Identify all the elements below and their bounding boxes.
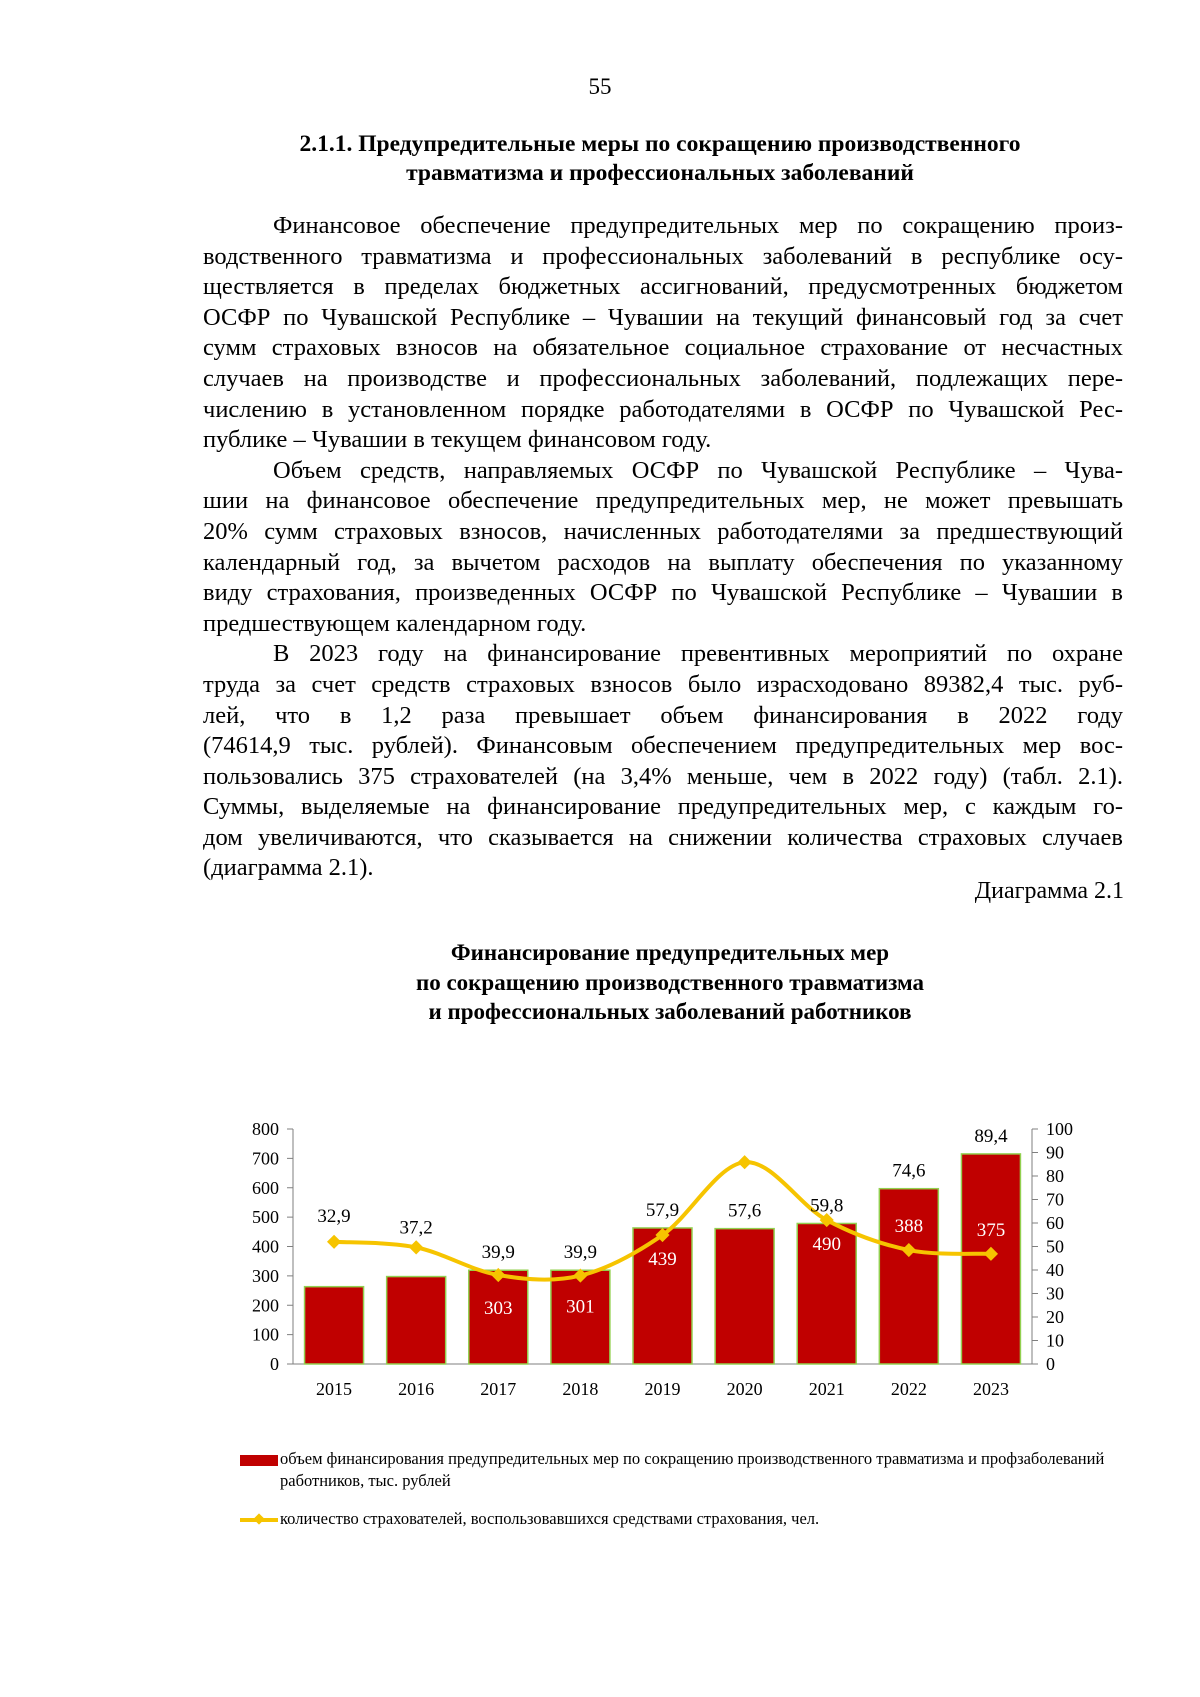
bar-2020	[715, 1229, 774, 1364]
right-axis-tick-label: 70	[1046, 1189, 1064, 1210]
x-axis-label: 2016	[398, 1379, 435, 1399]
insurers-value-label: 397	[401, 1259, 431, 1281]
body-line: В 2023 году на финансирование превентивных мероприятий по охране	[273, 640, 1123, 668]
financing-value-label: 57,6	[727, 1200, 762, 1222]
right-axis-tick-label: 80	[1046, 1166, 1064, 1186]
right-axis-tick-label: 30	[1046, 1283, 1064, 1304]
right-axis-tick-label: 50	[1046, 1236, 1064, 1257]
insurers-value-label: 301	[566, 1296, 595, 1318]
financing-value-label: 59,8	[810, 1195, 844, 1217]
x-axis-label: 2022	[890, 1379, 927, 1399]
body-line: водственного травматизма и профессиональных заболеваний в республике осу-	[203, 242, 1123, 270]
bar-2016	[387, 1277, 446, 1364]
insurers-point-2020	[738, 1155, 752, 1169]
insurers-point-2016	[409, 1240, 423, 1254]
body-line: предшествующем календарном году.	[203, 609, 587, 637]
right-axis-tick-label: 100	[1046, 1119, 1073, 1139]
insurers-value-label: 375	[976, 1219, 1006, 1241]
body-line: случаев на производстве и профессиональных заболеваний, подлежащих пере-	[203, 364, 1123, 392]
insurers-value-label: 388	[894, 1216, 924, 1238]
financing-value-label: 39,9	[481, 1242, 515, 1264]
insurers-value-label: 303	[484, 1297, 513, 1319]
body-line: шии на финансовое обеспечение предупредительных мер, не может превышать	[203, 487, 1123, 515]
left-axis-tick-label: 200	[252, 1295, 279, 1316]
x-axis-label: 2015	[316, 1379, 353, 1399]
body-line: пользовались 375 страхователей (на 3,4% меньше, чем в 2022 году) (табл. 2.1).	[203, 762, 1123, 790]
body-line: сумм страховых взносов на обязательное социальное страхование от несчастных	[203, 334, 1123, 362]
insurers-value-label: 416	[319, 1259, 349, 1281]
bar-2022	[879, 1189, 938, 1364]
left-axis-tick-label: 800	[252, 1119, 279, 1139]
body-line: ОСФР по Чувашской Республике – Чувашии на текущий финансовый год за счет	[203, 303, 1123, 331]
section-title-line: травматизма и профессиональных заболеваний	[406, 160, 914, 186]
financing-value-label: 37,2	[399, 1217, 433, 1239]
body-line: Объем средств, направляемых ОСФР по Чувашской Республике – Чува-	[273, 456, 1123, 484]
body-line: (диаграмма 2.1).	[203, 854, 374, 882]
body-line: виду страхования, произведенных ОСФР по Чувашской Республике – Чувашии в	[203, 579, 1123, 607]
body-line: Суммы, выделяемые на финансирование предупредительных мер, с каждым го-	[203, 793, 1123, 821]
diagram-label: Диаграмма 2.1	[974, 878, 1124, 904]
insurers-point-2015	[327, 1235, 341, 1249]
right-axis-tick-label: 10	[1046, 1330, 1064, 1351]
x-axis-label: 2021	[808, 1379, 845, 1399]
right-axis-tick-label: 60	[1046, 1213, 1064, 1233]
x-axis-label: 2023	[972, 1379, 1009, 1399]
section-title-line: 2.1.1. Предупредительные меры по сокращению производственного	[299, 131, 1021, 157]
insurers-value-label: 490	[812, 1234, 841, 1256]
x-axis-label: 2018	[562, 1379, 599, 1399]
left-axis-tick-label: 300	[252, 1265, 279, 1286]
left-axis-tick-label: 0	[270, 1354, 279, 1374]
body-line: дом увеличиваются, что сказывается на снижении количества страховых случаев	[203, 823, 1123, 851]
body-line: лей, что в 1,2 раза превышает объем финансирования в 2022 году	[203, 701, 1123, 729]
body-line: (74614,9 тыс. рублей). Финансовым обеспечением предупредительных мер вос-	[203, 732, 1123, 760]
body-line: числению в установленном порядке работодателями в ОСФР по Чувашской Рес-	[203, 395, 1123, 423]
left-axis-tick-label: 700	[252, 1148, 279, 1169]
legend-label-financing: объем финансирования предупредительных мер по сокращению производственного травматизма и профзаболеваний работников, тыс. рублей	[280, 1449, 1105, 1490]
financing-value-label: 74,6	[892, 1160, 926, 1182]
right-axis-tick-label: 40	[1046, 1260, 1064, 1280]
financing-value-label: 32,9	[317, 1205, 351, 1227]
financing-value-label: 39,9	[563, 1242, 598, 1264]
insurers-value-label: 439	[648, 1249, 677, 1271]
body-line: публике – Чувашии в текущем финансовом году.	[203, 426, 712, 454]
x-axis-label: 2019	[644, 1379, 681, 1399]
right-axis-tick-label: 20	[1046, 1307, 1064, 1327]
financing-value-label: 57,9	[645, 1199, 680, 1221]
x-axis-label: 2017	[480, 1379, 517, 1399]
x-axis-label: 2020	[726, 1379, 763, 1399]
legend-label-insurers: количество страхователей, воспользовавшихся средствами страхования, чел.	[280, 1509, 820, 1528]
legend-line-swatch	[240, 1518, 278, 1522]
chart-title-line: Финансирование предупредительных мер	[450, 940, 890, 965]
financing-value-label: 89,4	[974, 1125, 1008, 1147]
left-axis-tick-label: 100	[252, 1324, 279, 1345]
legend-item-financing	[240, 1448, 1140, 1492]
page-number: 55	[588, 74, 612, 99]
chart-title-line: и профессиональных заболеваний работников	[428, 999, 912, 1024]
chart-title-line: по сокращению производственного травматизма	[415, 969, 925, 995]
right-axis-tick-label: 90	[1046, 1142, 1064, 1163]
body-line: ществляется в пределах бюджетных ассигнований, предусмотренных бюджетом	[203, 273, 1123, 301]
legend-bar-swatch	[240, 1455, 278, 1466]
bar-2015	[305, 1287, 364, 1364]
chart-legend	[240, 1448, 1140, 1530]
left-axis-tick-label: 500	[252, 1207, 279, 1228]
insurers-value-label: 687	[730, 1176, 759, 1198]
body-line: труда за счет средств страховых взносов было израсходовано 89382,4 тыс. руб-	[203, 670, 1123, 698]
body-line: Финансовое обеспечение предупредительных мер по сокращению произ-	[273, 212, 1123, 239]
body-line: 20% сумм страховых взносов, начисленных работодателями за предшествующий	[203, 517, 1123, 545]
body-line: календарный год, за вычетом расходов на выплату обеспечения по указанному	[203, 548, 1123, 576]
left-axis-tick-label: 600	[252, 1177, 279, 1198]
left-axis-tick-label: 400	[252, 1236, 279, 1257]
legend-item-insurers	[240, 1508, 1140, 1530]
right-axis-tick-label: 0	[1046, 1354, 1055, 1374]
